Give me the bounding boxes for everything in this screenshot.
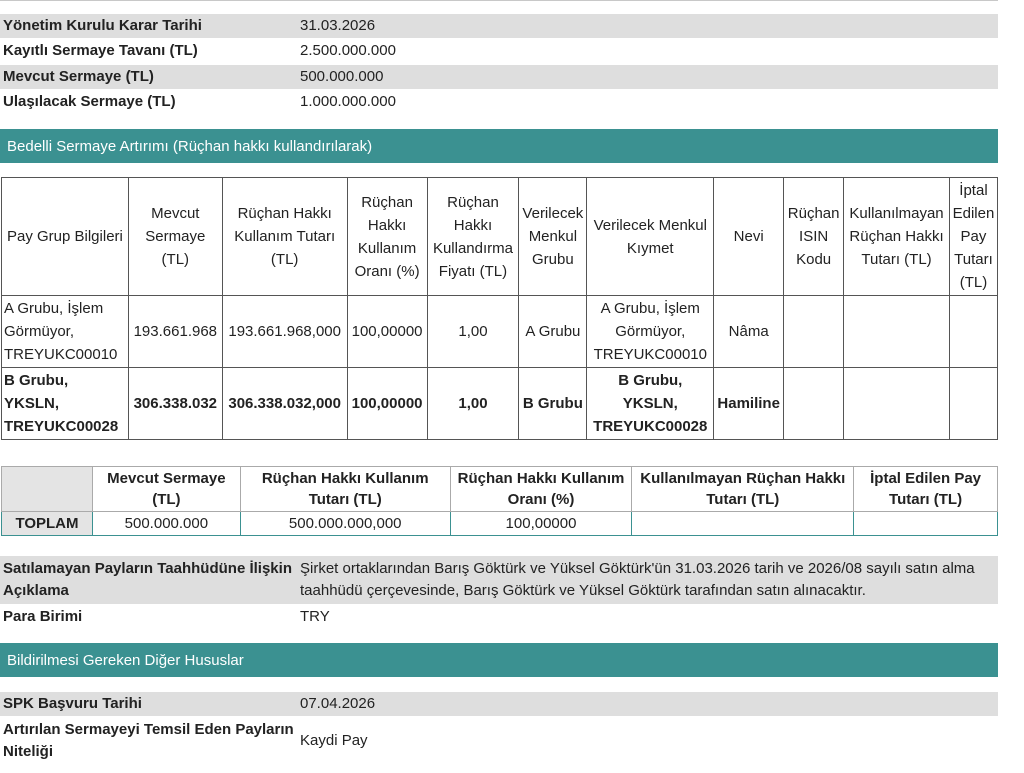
table-cell: B Grubu, YKSLN, TREYUKC00028	[587, 368, 714, 440]
table-cell: 306.338.032	[128, 368, 222, 440]
col-header: Kullanılmayan Rüçhan Hakkı Tutarı (TL)	[632, 467, 854, 512]
info-label: Satılamayan Payların Taahhüdüne İlişkin Açıklama	[3, 560, 292, 599]
info-value: 2.500.000.000	[300, 42, 396, 59]
col-header: İptal Edilen Pay Tutarı (TL)	[854, 467, 998, 512]
table-cell: B Grubu	[519, 368, 587, 440]
table-cell: Nâma	[714, 296, 784, 368]
col-header: Nevi	[714, 178, 784, 296]
info-label: Mevcut Sermaye (TL)	[3, 68, 154, 85]
table-cell: 100,00000	[450, 512, 632, 536]
section-header-rights-issue: Bedelli Sermaye Artırımı (Rüçhan hakkı kullandırılarak)	[0, 129, 998, 163]
table-cell	[784, 296, 844, 368]
info-row	[0, 39, 998, 63]
table-cell	[854, 512, 998, 536]
table-cell	[949, 296, 997, 368]
table-row	[2, 368, 998, 440]
info-row	[0, 556, 998, 604]
table-cell: Hamiline	[714, 368, 784, 440]
table-cell: 500.000.000	[92, 512, 240, 536]
info-row	[0, 692, 998, 716]
col-header: Pay Grup Bilgileri	[2, 178, 129, 296]
table-cell: 193.661.968,000	[222, 296, 347, 368]
table-cell	[844, 296, 950, 368]
table-header-row	[2, 178, 998, 296]
share-group-table	[1, 177, 998, 440]
col-header: Rüçhan Hakkı Kullanım Oranı (%)	[347, 178, 427, 296]
table-cell: 1,00	[427, 296, 519, 368]
table-cell: 500.000.000,000	[240, 512, 450, 536]
total-label: TOPLAM	[2, 512, 93, 536]
table-cell: A Grubu, İşlem Görmüyor, TREYUKC00010	[2, 296, 129, 368]
info-value: 1.000.000.000	[300, 93, 396, 110]
info-label: Yönetim Kurulu Karar Tarihi	[3, 17, 202, 34]
info-row	[0, 14, 998, 38]
info-value: 07.04.2026	[300, 695, 376, 712]
col-header: Kullanılmayan Rüçhan Hakkı Tutarı (TL)	[844, 178, 950, 296]
col-header: Rüçhan ISIN Kodu	[784, 178, 844, 296]
table-cell: A Grubu	[519, 296, 587, 368]
table-cell: 1,00	[427, 368, 519, 440]
info-row	[0, 90, 998, 114]
info-row	[0, 717, 998, 765]
info-label: Para Birimi	[3, 608, 83, 625]
top-divider	[0, 0, 998, 1]
info-row	[0, 65, 998, 89]
info-value: Kaydi Pay	[300, 732, 368, 749]
table-cell	[949, 368, 997, 440]
total-row	[2, 512, 998, 536]
table-cell: B Grubu, YKSLN, TREYUKC00028	[2, 368, 129, 440]
info-label: Artırılan Sermayeyi Temsil Eden Payların Niteliği	[3, 721, 294, 760]
table-cell	[784, 368, 844, 440]
total-table	[1, 466, 998, 536]
col-header: Rüçhan Hakkı Kullanım Tutarı (TL)	[240, 467, 450, 512]
total-header-row	[2, 467, 998, 512]
table-row	[2, 296, 998, 368]
table-cell: 100,00000	[347, 296, 427, 368]
info-value: Şirket ortaklarından Barış Göktürk ve Yüksel Göktürk'ün 31.03.2026 tarih ve 2026/08 sayılı satın alma taahhüdü çerçevesinde, Barış Göktürk ve Yüksel Göktürk tarafından satın alınacaktır.	[300, 560, 975, 599]
col-header: Rüçhan Hakkı Kullandırma Fiyatı (TL)	[427, 178, 519, 296]
info-label: Ulaşılacak Sermaye (TL)	[3, 93, 176, 110]
info-row	[0, 605, 998, 629]
info-value: 500.000.000	[300, 68, 384, 85]
table-cell: 100,00000	[347, 368, 427, 440]
col-header: Verilecek Menkul Grubu	[519, 178, 587, 296]
info-value: TRY	[300, 608, 330, 625]
col-header: Rüçhan Hakkı Kullanım Oranı (%)	[450, 467, 632, 512]
col-header: İptal Edilen Pay Tutarı (TL)	[949, 178, 997, 296]
col-header: Mevcut Sermaye (TL)	[128, 178, 222, 296]
col-header: Verilecek Menkul Kıymet	[587, 178, 714, 296]
info-label: SPK Başvuru Tarihi	[3, 695, 142, 712]
table-cell: A Grubu, İşlem Görmüyor, TREYUKC00010	[587, 296, 714, 368]
table-cell: 193.661.968	[128, 296, 222, 368]
table-cell	[844, 368, 950, 440]
table-cell: 306.338.032,000	[222, 368, 347, 440]
col-header: Mevcut Sermaye (TL)	[92, 467, 240, 512]
info-label: Kayıtlı Sermaye Tavanı (TL)	[3, 42, 198, 59]
section-header-other-matters: Bildirilmesi Gereken Diğer Hususlar	[0, 643, 998, 677]
table-cell	[632, 512, 854, 536]
total-corner	[2, 467, 93, 512]
info-value: 31.03.2026	[300, 17, 376, 34]
col-header: Rüçhan Hakkı Kullanım Tutarı (TL)	[222, 178, 347, 296]
